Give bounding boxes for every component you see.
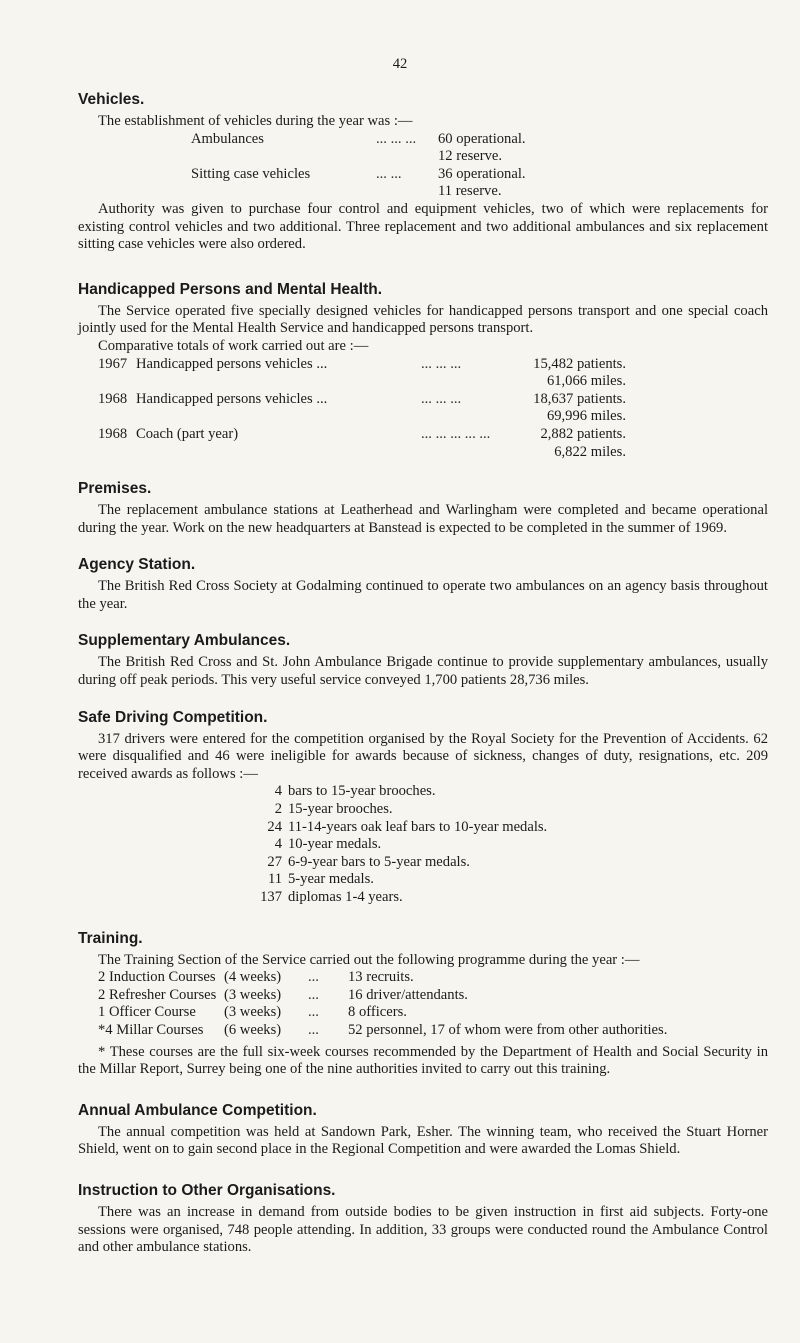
vehicles-row-ambulances [191,131,768,166]
leader-dots: ... [308,1004,319,1021]
leader-dots: ... ... ... [376,130,417,147]
award-count: 4 [274,783,282,800]
award-item [258,819,768,837]
award-text: 15-year brooches. [288,801,393,818]
vehicle-label: Ambulances [191,130,264,147]
heading-premises: Premises. [78,480,152,498]
leader-dots: ... [308,986,319,1003]
course-name: 2 Induction Courses [98,969,216,986]
comp-desc: Coach (part year) [136,425,239,442]
comp-desc: Handicapped persons vehicles ... [136,390,328,407]
course-attendees: 52 personnel, 17 of whom were from other authorities. [348,1021,668,1038]
training-row [98,969,768,987]
comp-miles: 69,996 miles. [546,408,626,425]
award-item [258,836,768,854]
comp-patients: 15,482 patients. [533,355,626,372]
comparative-row [78,426,768,461]
page-number: 42 [392,56,408,72]
course-name: 1 Officer Course [98,1004,196,1021]
section-agency [78,555,768,613]
course-duration: (3 weeks) [224,1004,282,1021]
instruction-paragraph: There was an increase in demand from outside bodies to be given instruction in first aid subjects. Forty-one sessions were organised, 748 people attending. In addition, 33 groups were conducted round the Ambulance Control and other ambulance stations. [78,1203,768,1256]
document-body [78,56,768,1257]
course-name: 2 Refresher Courses [98,986,217,1003]
course-name: *4 Millar Courses [98,1021,204,1038]
award-text: 6-9-year bars to 5-year medals. [288,853,470,870]
training-row [98,1022,768,1040]
heading-safe-driving: Safe Driving Competition. [78,708,268,726]
comparative-row [78,391,768,426]
training-table [98,969,768,1039]
vehicles-intro: The establishment of vehicles during the year was :— [98,113,413,129]
award-text: diplomas 1-4 years. [288,889,403,905]
training-row [98,987,768,1005]
award-text: bars to 15-year brooches. [288,783,436,800]
section-instruction [78,1181,768,1257]
award-item [258,801,768,819]
section-premises [78,479,768,537]
course-duration: (6 weeks) [224,1021,282,1038]
course-attendees: 13 recruits. [348,969,414,986]
comp-values [501,391,626,426]
vehicle-reserve: 11 reserve. [438,183,502,200]
comp-miles: 6,822 miles. [554,443,626,460]
vehicles-row-sitting [191,166,768,201]
comp-values [501,426,626,461]
vehicle-operational: 60 operational. [438,130,526,147]
vehicle-operational: 36 operational. [438,165,526,182]
award-text: 11-14-years oak leaf bars to 10-year medals. [288,818,548,835]
section-annual-competition [78,1101,768,1159]
heading-annual-competition: Annual Ambulance Competition. [78,1101,317,1119]
vehicle-label: Sitting case vehicles [191,165,311,182]
heading-vehicles: Vehicles. [78,91,145,108]
award-count: 11 [267,871,282,888]
heading-supplementary: Supplementary Ambulances. [78,632,291,650]
training-intro: The Training Section of the Service carried out the following programme during the year :— [98,951,640,968]
vehicles-table [191,131,768,201]
course-duration: (4 weeks) [224,969,282,986]
award-item [258,871,768,889]
award-item [258,854,768,872]
comp-patients: 18,637 patients. [533,390,626,407]
comparative-row [78,356,768,391]
heading-agency: Agency Station. [78,556,196,574]
section-vehicles [78,90,768,254]
premises-paragraph: The replacement ambulance stations at Leatherhead and Warlingham were completed and became operational during the year. Work on the new headquarters at Banstead is expected to be completed in the summer of 1969. [78,502,768,536]
section-safe-driving [78,708,768,907]
section-training [78,929,768,1079]
comp-year: 1968 [98,425,128,442]
comp-miles: 61,066 miles. [546,373,626,390]
handicapped-paragraph: The Service operated five specially designed vehicles for handicapped persons transport and one special coach jointly used for the Mental Health Service and handicapped persons transport. [78,302,768,337]
award-text: 5-year medals. [288,871,374,888]
comp-year: 1967 [98,355,128,372]
comp-values [501,356,626,391]
leader-dots: ... ... ... [421,390,462,407]
heading-handicapped: Handicapped Persons and Mental Health. [78,280,383,298]
award-text: 10-year medals. [288,836,382,853]
leader-dots: ... ... ... [421,355,462,372]
safe-driving-paragraph: 317 drivers were entered for the competition organised by the Royal Society for the Prevention of Accidents. 62 were disqualified and 46 were ineligible for awards because of sickness, changes of duty, resignations, etc. 209 received awards as follows :— [78,730,768,782]
leader-dots: ... ... [376,165,402,182]
award-item [258,783,768,801]
comparative-intro: Comparative totals of work carried out are :— [98,337,369,354]
leader-dots: ... ... ... ... ... [421,425,491,442]
award-count: 4 [274,836,282,853]
heading-instruction: Instruction to Other Organisations. [78,1181,336,1199]
comp-desc: Handicapped persons vehicles ... [136,355,328,372]
section-supplementary [78,631,768,689]
award-count: 2 [274,801,282,818]
supplementary-paragraph: The British Red Cross and St. John Ambulance Brigade continue to provide supplementary ambulances, usually during off peak periods. This very useful service conveyed 1,700 patients 28,736 miles. [78,654,768,689]
training-note: * These courses are the full six-week courses recommended by the Department of Health and Social Security in the Millar Report, Surrey being one of the nine authorities invited to carry out this training. [78,1043,768,1078]
vehicle-reserve: 12 reserve. [438,148,503,165]
leader-dots: ... [308,1021,319,1038]
vehicle-values [438,131,526,166]
course-attendees: 16 driver/attendants. [348,986,468,1003]
award-item [258,889,768,907]
leader-dots: ... [308,969,319,986]
course-duration: (3 weeks) [224,986,282,1003]
award-count: 137 [260,889,282,905]
heading-training: Training. [78,929,143,947]
vehicle-values [438,166,526,201]
comp-year: 1968 [98,390,128,407]
training-row [98,1004,768,1022]
award-count: 24 [267,818,282,835]
comp-patients: 2,882 patients. [540,425,626,442]
course-attendees: 8 officers. [348,1004,407,1021]
comparative-table [78,356,768,462]
section-handicapped [78,280,768,461]
vehicles-paragraph: Authority was given to purchase four control and equipment vehicles, two of which were replacements for existing control vehicles and two additional. Three replacement and two additional ambulances and six replacement sitting case vehicles were also ordered. [78,200,768,253]
awards-list [258,783,768,906]
award-count: 27 [267,853,282,870]
agency-paragraph: The British Red Cross Society at Godalming continued to operate two ambulances on an agency basis throughout the year. [78,578,768,612]
annual-paragraph: The annual competition was held at Sandown Park, Esher. The winning team, who received the Stuart Horner Shield, went on to gain second place in the Regional Competition and were awarded the Lomas Shield. [78,1123,768,1158]
